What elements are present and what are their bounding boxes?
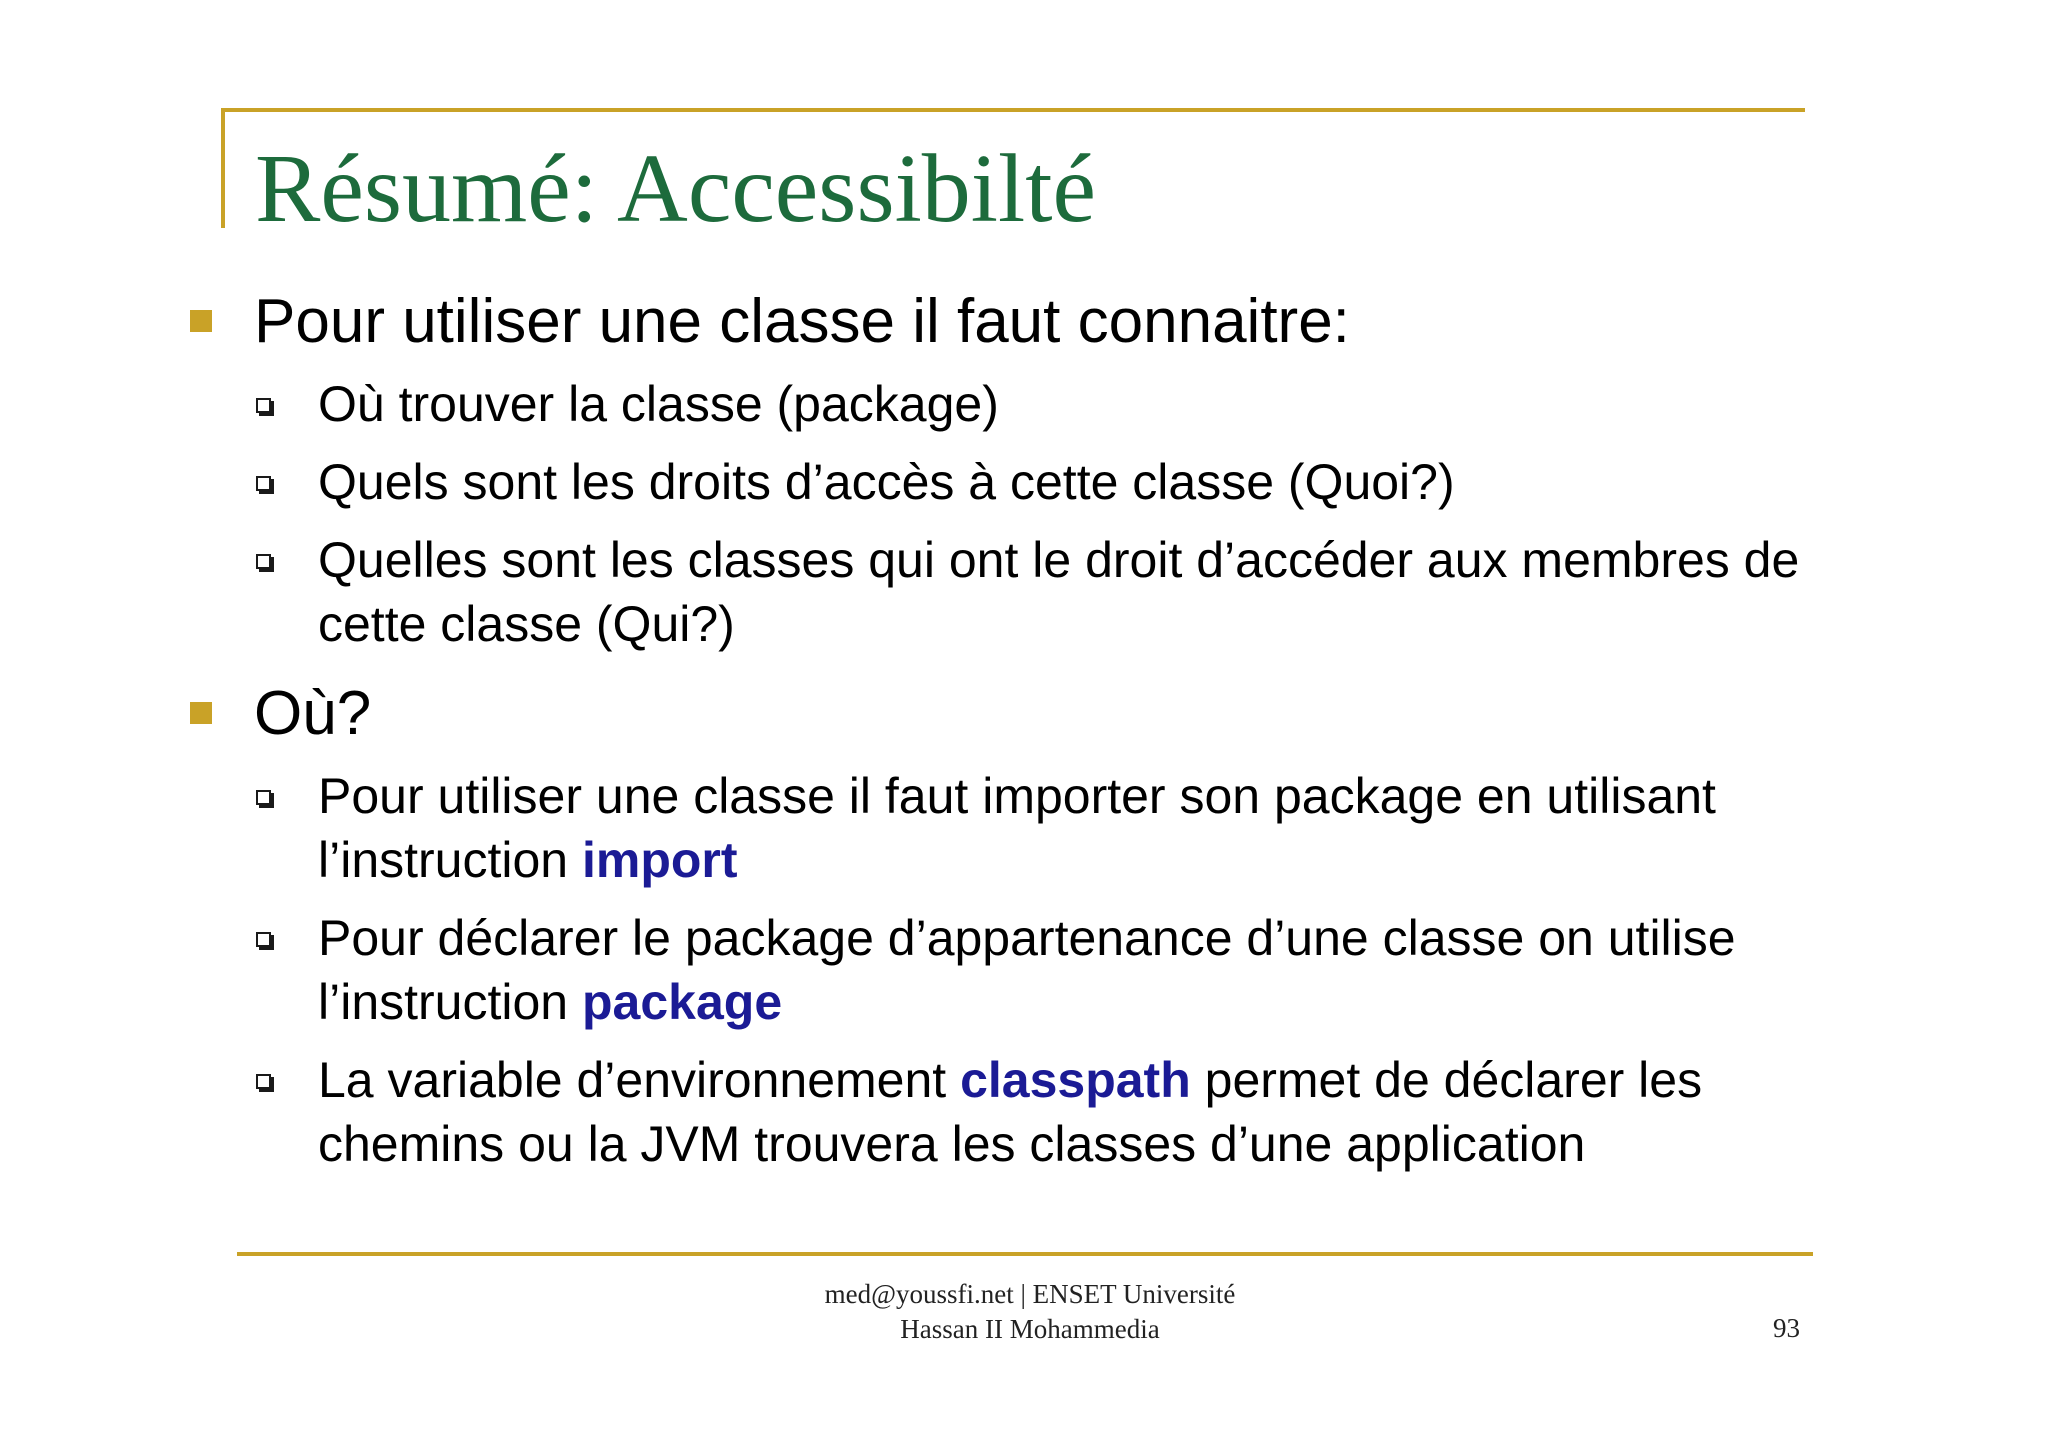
list-item-text <box>318 764 1878 892</box>
section-heading-text: Pour utiliser une classe il faut connaitre: <box>254 287 1350 356</box>
list-item-text: Quelles sont les classes qui ont le droit d’accéder aux membres de cette classe (Qui?) <box>318 532 1800 652</box>
list-item-text-before: La variable d’environnement <box>318 1052 961 1108</box>
box-bullet-icon <box>256 476 271 491</box>
page-number: 93 <box>1773 1313 1800 1343</box>
list-item-text <box>318 1048 1878 1176</box>
keyword-import: import <box>582 832 738 888</box>
title-frame-left-rule <box>221 108 225 228</box>
list-item-text-before: Pour utiliser une classe il faut importer son package en utilisant l’instruction <box>318 768 1716 888</box>
list-item-text: Quels sont les droits d’accès à cette classe (Quoi?) <box>318 454 1455 510</box>
keyword-classpath: classpath <box>960 1052 1191 1108</box>
box-bullet-icon <box>256 398 271 413</box>
list-item-text-before: Pour déclarer le package d’appartenance d’une classe on utilise l’instruction <box>318 910 1736 1030</box>
box-bullet-icon <box>256 790 271 805</box>
list-item-text: Où trouver la classe (package) <box>318 376 999 432</box>
keyword-package: package <box>582 974 783 1030</box>
square-bullet-icon <box>190 702 212 724</box>
box-bullet-icon <box>256 932 271 947</box>
list-item-text <box>318 906 1878 1034</box>
footer-credit-line-2: Hassan II Mohammedia <box>900 1314 1160 1344</box>
list-item-text-after: permet de déclarer les chemins ou la JVM trouvera les classes d’une application <box>318 1052 1703 1172</box>
slide-title: Résumé: Accessibilté <box>255 135 1096 243</box>
title-frame-top-rule <box>221 108 1805 112</box>
box-bullet-icon <box>256 554 271 569</box>
footer-credit <box>700 1277 1360 1347</box>
box-bullet-icon <box>256 1074 271 1089</box>
footer-rule <box>237 1252 1813 1256</box>
footer-credit-line-1: med@youssfi.net | ENSET Université <box>824 1279 1236 1309</box>
square-bullet-icon <box>190 310 212 332</box>
section-heading-text: Où? <box>254 679 372 748</box>
